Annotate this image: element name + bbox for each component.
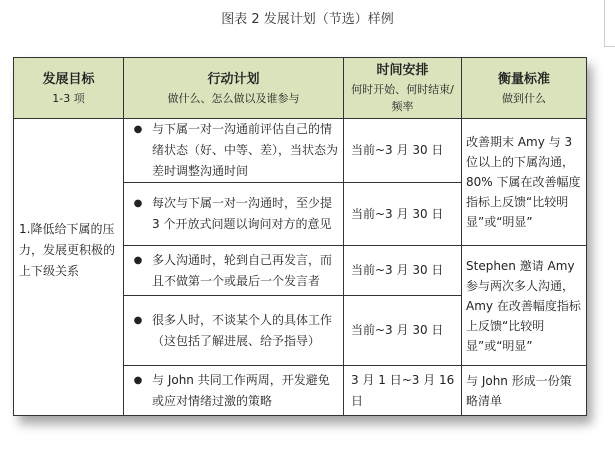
header-goal <box>14 58 124 119</box>
action-cell <box>124 119 344 183</box>
time-cell: 当前~3 月 30 日 <box>344 183 462 246</box>
header-time <box>344 58 462 119</box>
header-subtitle: 做什么、怎么做以及谁参与 <box>167 91 300 105</box>
action-text: 与下属一对一沟通前评估自己的情绪状态（好、中等、差），当状态为差时调整沟通时间 <box>152 122 339 178</box>
action-text: 与 John 共同工作两周，开发避免或应对情绪过激的策略 <box>152 372 330 408</box>
header-title: 时间安排 <box>376 63 429 78</box>
table-row <box>14 119 587 183</box>
header-subtitle: 1-3 项 <box>52 91 85 105</box>
development-plan-table <box>13 57 587 416</box>
bullet-icon: ● <box>133 198 143 209</box>
action-cell <box>124 366 344 416</box>
time-cell: 当前~3 月 30 日 <box>344 296 462 366</box>
measure-cell: 与 John 形成一份策略清单 <box>462 366 587 416</box>
measure-cell: Stephen 邀请 Amy 参与两次多人沟通，Amy 在改善幅度指标上反馈“比较明显”或“明显” <box>462 246 587 366</box>
header-row <box>14 58 587 119</box>
action-text: 很多人时，不谈某个人的具体工作（这包括了解进展、给予指导） <box>152 312 333 348</box>
goal-cell: 1.降低给下属的压力，发展更积极的上下级关系 <box>14 119 124 416</box>
time-cell: 当前~3 月 30 日 <box>344 119 462 183</box>
header-subtitle: 做到什么 <box>502 91 546 105</box>
header-measure <box>462 58 587 119</box>
action-cell <box>124 183 344 246</box>
action-cell <box>124 296 344 366</box>
bullet-icon: ● <box>133 124 143 135</box>
action-cell <box>124 246 344 296</box>
table-caption: 图表 2 发展计划（节选）样例 <box>221 12 394 27</box>
header-action <box>124 58 344 119</box>
bullet-icon: ● <box>133 314 143 326</box>
time-cell: 3 月 1 日~3 月 16 日 <box>344 366 462 416</box>
measure-cell: 改善期末 Amy 与 3 位以上的下属沟通，80% 下属在改善幅度指标上反馈“比较明显”或“明显” <box>462 119 587 246</box>
page-corner-decoration <box>604 0 615 47</box>
bullet-icon: ● <box>133 374 143 386</box>
header-title: 行动计划 <box>207 71 260 87</box>
header-title: 发展目标 <box>42 71 95 87</box>
action-text: 每次与下属一对一沟通时，至少提 3 个开放式问题以询问对方的意见 <box>152 196 333 231</box>
action-text: 多人沟通时，轮到自己再发言，而且不做第一个或最后一个发言者 <box>152 252 333 288</box>
header-title: 衡量标准 <box>497 71 550 87</box>
header-subtitle: 何时开始、何时结束/频率 <box>351 83 454 113</box>
time-cell: 当前~3 月 30 日 <box>344 246 462 296</box>
development-plan-table-container <box>13 57 586 416</box>
bullet-icon: ● <box>133 254 143 266</box>
